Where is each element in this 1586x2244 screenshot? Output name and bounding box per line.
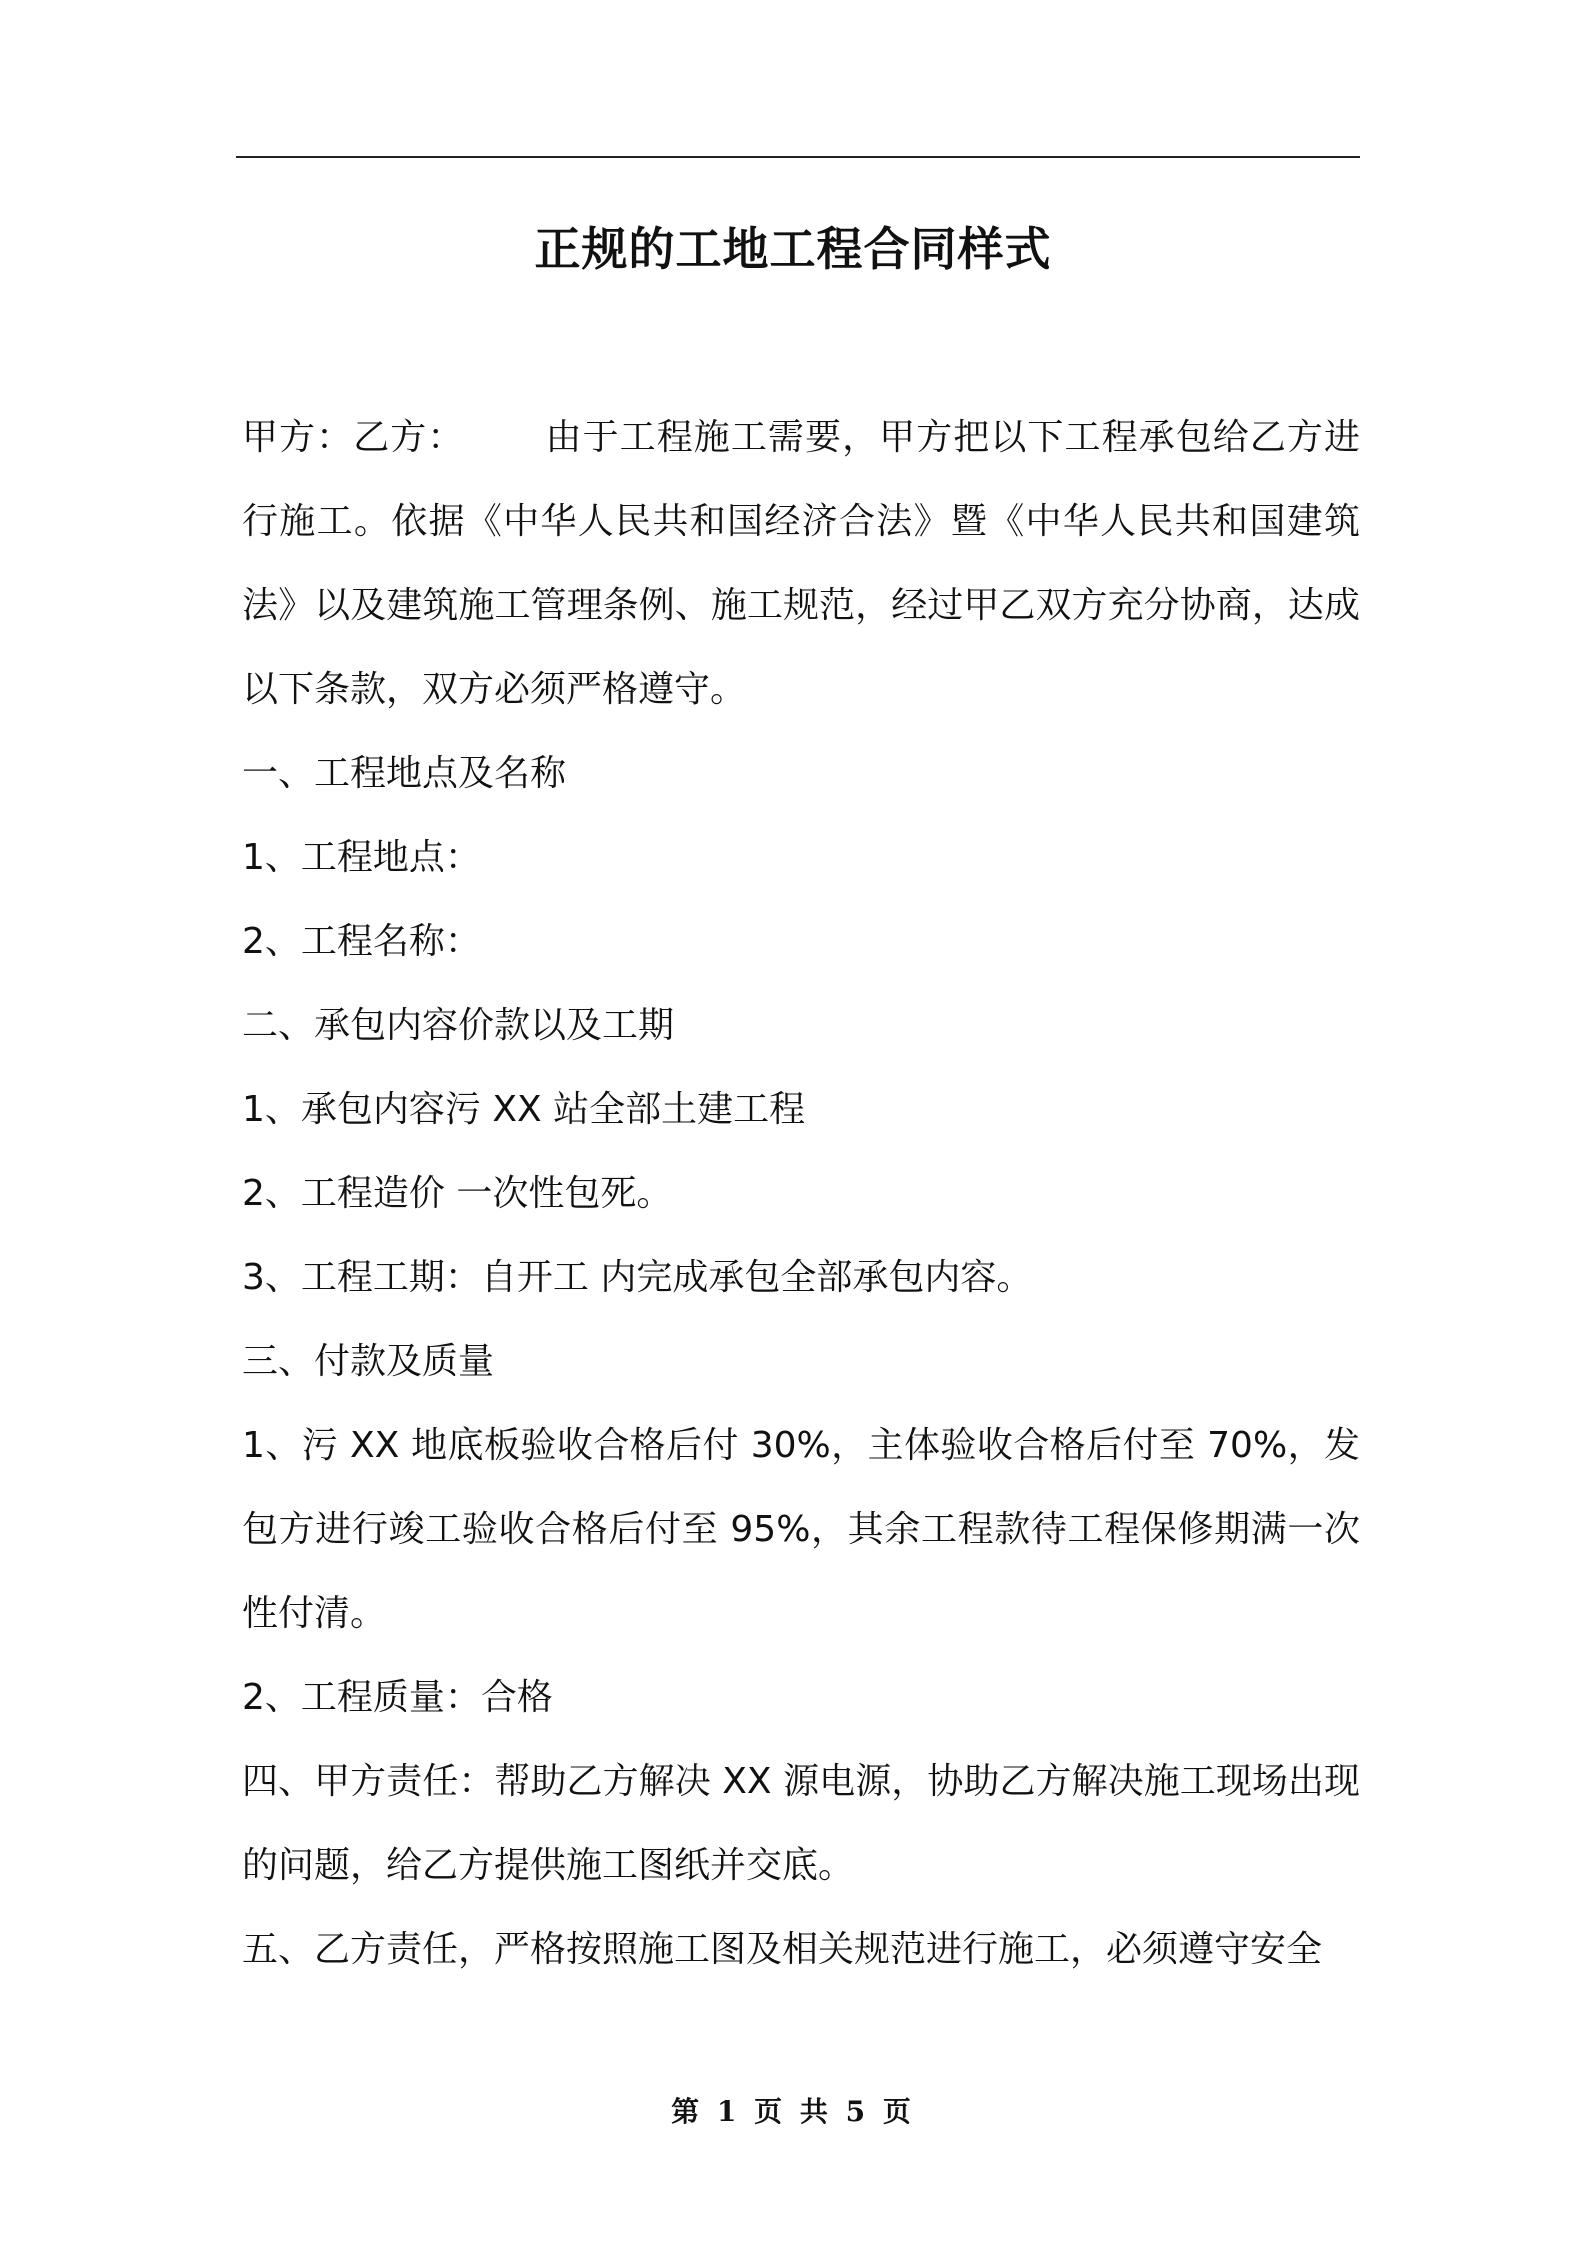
clause-project-schedule: 3、工程工期：自开工 内完成承包全部承包内容。 [242,1257,1033,1298]
section-party-a-responsibility: 四、甲方责任：帮助乙方解决 XX 源电源，协助乙方解决施工现场出现的问题，给乙方提供施工图纸并交底。 [242,1761,1360,1886]
intro-text: 由于工程施工需要，甲方把以下工程承包给乙方进行施工。依据《中华人民共和国经济合法》暨《中华人民共和国建筑法》以及建筑施工管理条例、施工规范，经过甲乙双方充分协商，达成以下条款，双方必须严格遵守。 [242,417,1360,710]
document-title: 正规的工地工程合同样式 [534,222,1052,276]
section-heading-payment-quality: 三、付款及质量 [242,1341,495,1382]
header-rule [236,156,1360,158]
clause-project-cost: 2、工程造价 一次性包死。 [242,1173,673,1214]
page-indicator: 第 1 页 共 5 页 [671,2095,915,2128]
clause-project-name: 2、工程名称： [242,921,481,962]
intro-paragraph [242,396,1360,732]
document-body [242,396,1360,1992]
clause-project-quality: 2、工程质量：合格 [242,1677,553,1718]
clause-project-location: 1、工程地点： [242,837,481,878]
section-heading-location: 一、工程地点及名称 [242,753,567,794]
section-party-b-responsibility: 五、乙方责任，严格按照施工图及相关规范进行施工，必须遵守安全 [242,1929,1323,1970]
intro-parties: 甲方：乙方： [242,417,465,458]
clause-contract-scope: 1、承包内容污 XX 站全部土建工程 [242,1089,806,1130]
clause-payment-terms: 1、污 XX 地底板验收合格后付 30%，主体验收合格后付至 70%，发包方进行竣工验收合格后付至 95%，其余工程款待工程保修期满一次性付清。 [242,1425,1360,1634]
section-heading-scope-price-schedule: 二、承包内容价款以及工期 [242,1005,675,1046]
